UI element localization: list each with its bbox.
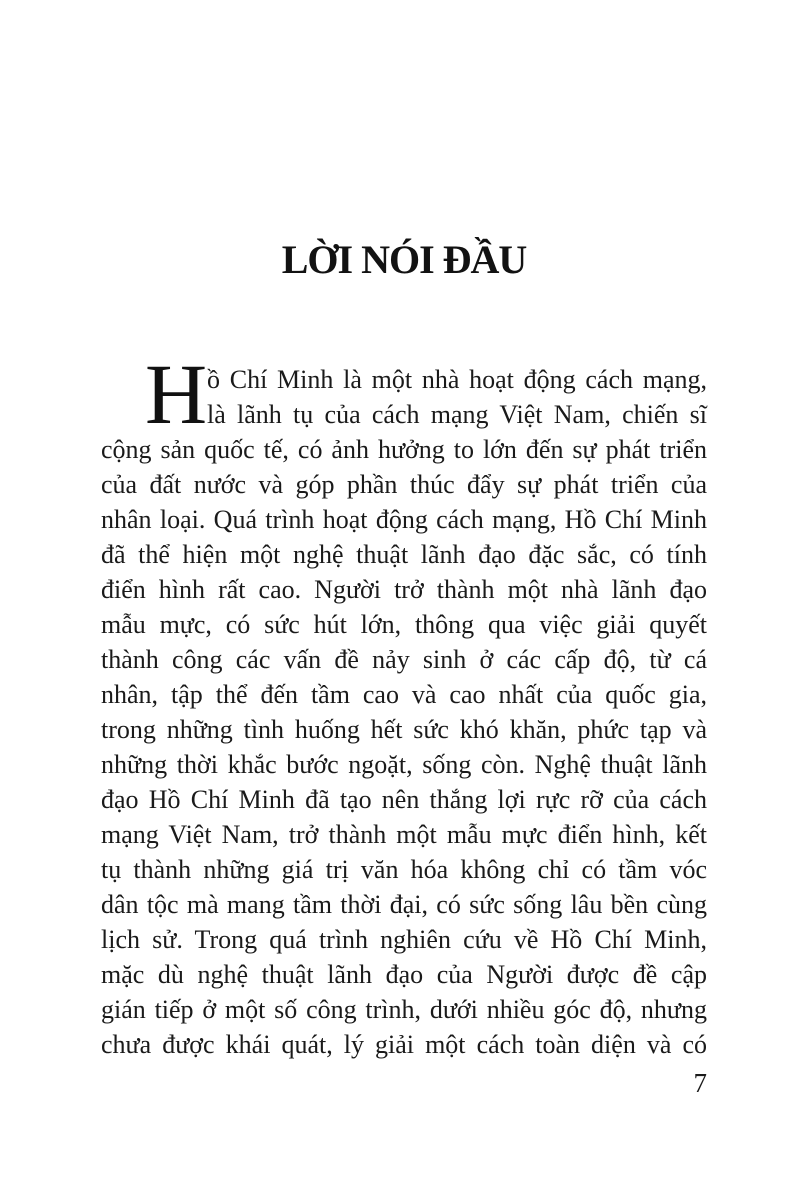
- paragraph-line: chưa được khái quát, lý giải một cách toàn diện và có: [101, 1030, 707, 1059]
- paragraph-line: những thời khắc bước ngoặt, sống còn. Nghệ thuật lãnh: [101, 750, 707, 779]
- page-number: 7: [693, 1068, 707, 1098]
- drop-cap: H: [145, 346, 208, 442]
- paragraph-line: là lãnh tụ của cách mạng Việt Nam, chiến sĩ: [207, 400, 707, 429]
- paragraph-line: đạo Hồ Chí Minh đã tạo nên thắng lợi rực rỡ của cách: [101, 785, 707, 814]
- paragraph-line: mẫu mực, có sức hút lớn, thông qua việc giải quyết: [101, 610, 707, 639]
- paragraph-line: mạng Việt Nam, trở thành một mẫu mực điển hình, kết: [101, 820, 707, 849]
- paragraph-line: nhân, tập thể đến tầm cao và cao nhất của quốc gia,: [101, 680, 707, 709]
- paragraph-line: điển hình rất cao. Người trở thành một nhà lãnh đạo: [101, 575, 707, 604]
- chapter-title: LỜI NÓI ĐẦU: [281, 237, 527, 282]
- paragraph-line: của đất nước và góp phần thúc đẩy sự phát triển của: [101, 470, 707, 499]
- paragraph-line: lịch sử. Trong quá trình nghiên cứu về Hồ Chí Minh,: [101, 925, 707, 954]
- paragraph: [101, 346, 707, 1062]
- paragraph-line: thành công các vấn đề nảy sinh ở các cấp độ, từ cá: [101, 645, 707, 674]
- paragraph-line: ồ Chí Minh là một nhà hoạt động cách mạng,: [207, 365, 707, 394]
- paragraph-line: gián tiếp ở một số công trình, dưới nhiều góc độ, nhưng: [101, 995, 707, 1024]
- paragraph-line: mặc dù nghệ thuật lãnh đạo của Người được đề cập: [101, 960, 707, 989]
- paragraph-line: tụ thành những giá trị văn hóa không chỉ có tầm vóc: [101, 855, 707, 884]
- paragraph-line: cộng sản quốc tế, có ảnh hưởng to lớn đến sự phát triển: [101, 435, 707, 464]
- paragraph-line: đã thể hiện một nghệ thuật lãnh đạo đặc sắc, có tính: [101, 540, 707, 569]
- paragraph-line: nhân loại. Quá trình hoạt động cách mạng, Hồ Chí Minh: [101, 505, 707, 534]
- paragraph-line: trong những tình huống hết sức khó khăn, phức tạp và: [101, 715, 707, 744]
- paragraph-line: dân tộc mà mang tầm thời đại, có sức sống lâu bền cùng: [101, 890, 707, 919]
